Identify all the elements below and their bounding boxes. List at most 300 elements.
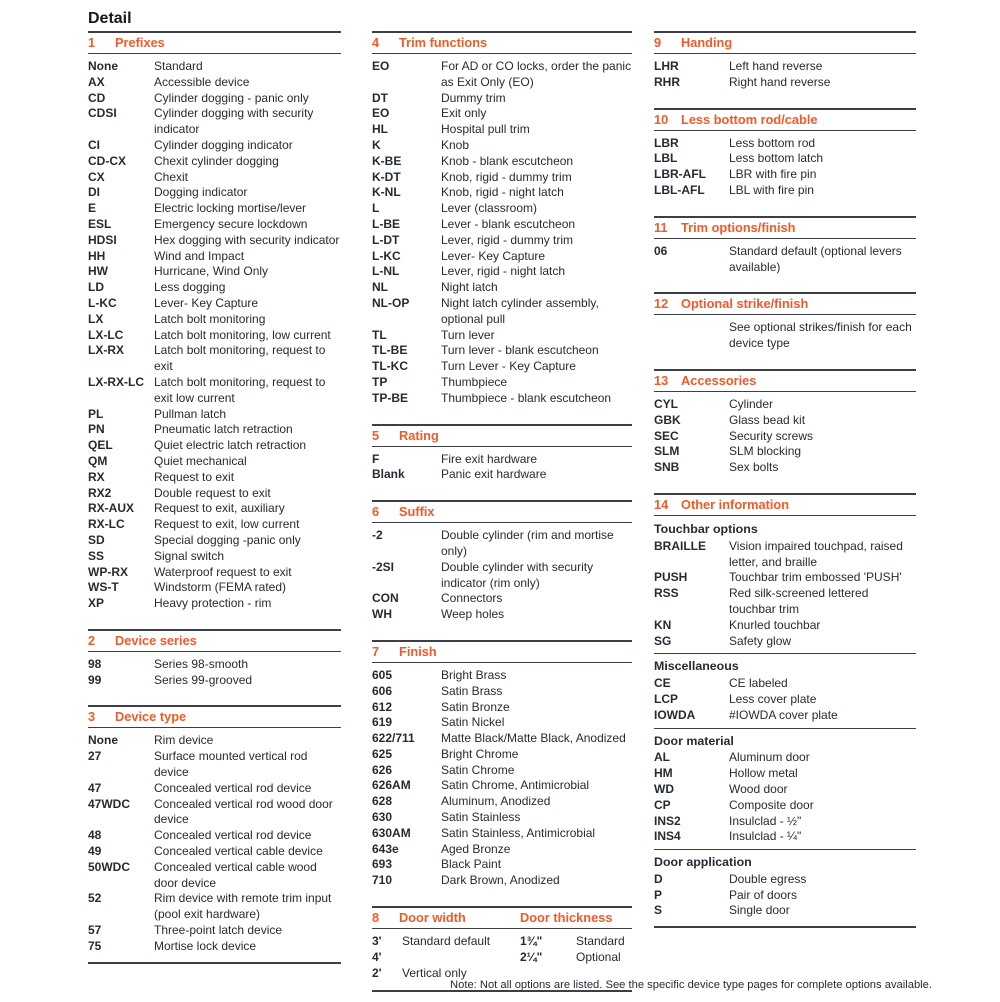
table-row [372, 328, 632, 344]
code-cell: LX-RX [88, 343, 124, 358]
section-header [88, 31, 341, 54]
table-row [654, 903, 916, 919]
code-cell: QM [88, 453, 108, 468]
description-cell: Turn Lever - Key Capture [441, 359, 576, 374]
table-row [372, 280, 632, 296]
code-cell: ESL [88, 216, 112, 231]
table-row [654, 766, 916, 782]
code-cell: 622/711 [372, 731, 415, 746]
description-cell: Latch bolt monitoring [154, 311, 266, 326]
code-cell: CD-CX [88, 153, 126, 168]
section-4 [372, 31, 632, 414]
description-cell: Bright Brass [441, 667, 507, 682]
section-rows [654, 239, 916, 283]
section-number: 4 [372, 35, 380, 50]
description-cell: Dogging indicator [154, 185, 248, 200]
description-cell: Less cover plate [729, 691, 817, 706]
table-row [88, 657, 341, 673]
table-row [88, 749, 341, 781]
table-row [88, 517, 341, 533]
table-row [654, 570, 916, 586]
table-row [654, 750, 916, 766]
table-row [88, 75, 341, 91]
code-cell: K [372, 137, 381, 152]
description-cell: Double cylinder with security indicator (rim only) [441, 559, 594, 590]
section-rows [88, 652, 341, 696]
section-rows [654, 392, 916, 483]
table-row [88, 596, 341, 612]
section-13 [654, 369, 916, 483]
code-cell: 693 [372, 857, 393, 872]
table-row [88, 828, 341, 844]
code-cell: 52 [88, 891, 102, 906]
code-cell: D [654, 871, 663, 886]
description-cell: LBR with fire pin [729, 167, 817, 182]
description-cell: Heavy protection - rim [154, 596, 272, 611]
code-cell: RX2 [88, 485, 112, 500]
section-rows [654, 516, 916, 928]
code-cell: 630AM [372, 825, 411, 840]
section-number: 12 [654, 296, 669, 312]
code-cell: LBL-AFL [654, 182, 705, 197]
section-title: Device series [115, 632, 197, 648]
code-cell: 626AM [372, 778, 411, 793]
code-cell: 57 [88, 923, 102, 938]
code-cell: SS [88, 548, 105, 563]
table-row [88, 264, 341, 280]
description-cell: For AD or CO locks, order the panic as Exit Only (EO) [441, 59, 632, 89]
code-cell: TL [372, 327, 387, 342]
table-row [372, 249, 632, 265]
table-row [654, 782, 916, 798]
description-cell: Aged Bronze [441, 841, 511, 856]
table-row [372, 296, 632, 328]
description-cell: Request to exit, auxiliary [154, 501, 285, 516]
table-row [372, 138, 632, 154]
section-rows [654, 131, 916, 206]
description-cell: Aluminum, Anodized [441, 794, 551, 809]
code-cell: 619 [372, 715, 393, 730]
description-cell: Touchbar trim embossed 'PUSH' [729, 570, 902, 585]
description-cell: Double request to exit [154, 485, 271, 500]
code-cell: LBR [654, 135, 679, 150]
table-row [372, 668, 632, 684]
code-cell: PL [88, 406, 104, 421]
description-cell: Night latch cylinder assembly, optional pull [441, 295, 599, 326]
table-row [88, 844, 341, 860]
code-cell: K-BE [372, 153, 402, 168]
section-header [654, 216, 916, 239]
description-cell: Satin Chrome, Antimicrobial [441, 778, 590, 793]
code-cell: WH [372, 607, 392, 622]
table-row [88, 201, 341, 217]
section-title: Device type [115, 709, 187, 725]
code-cell: LBL [654, 151, 678, 166]
table-row [88, 781, 341, 797]
section-rows [372, 663, 632, 896]
table-row [88, 407, 341, 423]
code-cell: CE [654, 676, 671, 691]
code-cell: 606 [372, 683, 393, 698]
group-touchbar-options [654, 522, 916, 649]
section-title: Rating [399, 427, 439, 443]
group-label: Miscellaneous [654, 659, 739, 674]
code-cell: CP [654, 797, 671, 812]
description-cell: Red silk-screened lettered touchbar trim [729, 586, 869, 616]
description-cell: Request to exit, low current [154, 517, 300, 532]
section-3 [88, 705, 341, 963]
section-number: 10 [654, 111, 669, 127]
description-cell: Black Paint [441, 857, 502, 872]
code-cell: LX-LC [88, 327, 124, 342]
table-row [654, 676, 916, 692]
code-cell: CYL [654, 396, 678, 411]
description-cell: Insulclad - ¼" [729, 829, 802, 844]
code-cell: HW [88, 264, 108, 279]
description-cell: Chexit [154, 169, 189, 184]
code-cell: 2' [372, 965, 382, 980]
table-row [654, 167, 916, 183]
description-cell: Windstorm (FEMA rated) [154, 580, 287, 595]
table-row [520, 950, 632, 966]
code-cell: HM [654, 766, 673, 781]
description-cell: Hollow metal [729, 766, 798, 781]
section-header [372, 31, 632, 54]
section-title: Accessories [681, 372, 757, 388]
code-cell: 612 [372, 699, 393, 714]
section-number: 9 [654, 35, 662, 50]
description-cell: Fire exit hardware [441, 451, 538, 466]
section-number: 6 [372, 504, 380, 520]
column-2 [372, 31, 632, 1002]
description-cell: Bright Chrome [441, 746, 519, 761]
table-row [372, 170, 632, 186]
description-cell: Safety glow [729, 633, 792, 648]
table-row [88, 923, 341, 939]
code-cell: DI [88, 185, 100, 200]
table-row [372, 715, 632, 731]
description-cell: Waterproof request to exit [154, 564, 292, 579]
description-cell: Thumbpiece - blank escutcheon [441, 390, 612, 405]
description-cell: Concealed vertical cable wood door device [154, 859, 317, 890]
code-cell: 48 [88, 828, 102, 843]
table-row [88, 580, 341, 596]
section-rows [88, 728, 341, 963]
section-header [372, 500, 632, 523]
table-row [88, 312, 341, 328]
section-title: Prefixes [115, 35, 165, 50]
code-cell: 1¾" [520, 934, 543, 949]
description-cell: Accessible device [154, 74, 250, 89]
code-cell: PUSH [654, 570, 688, 585]
description-cell: Thumbpiece [441, 374, 508, 389]
table-row [88, 91, 341, 107]
table-row [88, 422, 341, 438]
table-row [88, 549, 341, 565]
table-row [372, 810, 632, 826]
table-row [88, 470, 341, 486]
description-cell: Turn lever [441, 327, 495, 342]
section-title: Trim functions [399, 35, 488, 50]
description-cell: Satin Stainless, Antimicrobial [441, 825, 596, 840]
code-cell: 50WDC [88, 859, 131, 874]
code-cell: 06 [654, 243, 668, 258]
column-1 [88, 31, 341, 974]
table-row [372, 684, 632, 700]
description-cell: Less dogging [154, 280, 226, 295]
code-cell: HDSI [88, 232, 117, 247]
code-cell: SLM [654, 444, 680, 459]
description-cell: Rim device with remote trim input (pool exit hardware) [154, 891, 332, 922]
section-header [654, 369, 916, 392]
description-cell: Dummy trim [441, 90, 506, 105]
table-row [654, 397, 916, 413]
section-header [372, 640, 632, 663]
description-cell: Cylinder dogging - panic only [154, 90, 309, 105]
code-cell: AX [88, 74, 105, 89]
table-row [88, 233, 341, 249]
description-cell: Less bottom rod [729, 135, 816, 150]
description-cell: Standard default (optional levers available) [729, 243, 902, 274]
description-cell: Pneumatic latch retraction [154, 422, 293, 437]
door-width-table [372, 934, 520, 981]
code-cell: TP [372, 374, 388, 389]
table-row [372, 375, 632, 391]
code-cell: SG [654, 633, 672, 648]
section-title-secondary: Door thickness [520, 910, 613, 926]
description-cell: Lever (classroom) [441, 201, 538, 216]
description-cell: Exit only [441, 106, 487, 121]
table-row [88, 486, 341, 502]
table-row [372, 185, 632, 201]
table-row [654, 888, 916, 904]
code-cell: CDSI [88, 106, 117, 121]
description-cell: Double cylinder (rim and mortise only) [441, 528, 614, 558]
section-header-left [372, 910, 520, 925]
section-6 [372, 500, 632, 630]
description-cell: Concealed vertical cable device [154, 844, 323, 859]
description-cell: Knob [441, 137, 470, 152]
table-row [654, 829, 916, 845]
description-cell: Satin Brass [441, 683, 503, 698]
table-row [372, 91, 632, 107]
section-title: Less bottom rod/cable [681, 111, 818, 127]
table-row [88, 673, 341, 689]
table-row [372, 359, 632, 375]
table-row [372, 154, 632, 170]
description-cell: Mortise lock device [154, 938, 257, 953]
description-cell: Concealed vertical rod device [154, 780, 312, 795]
table-row [372, 122, 632, 138]
description-cell: Right hand reverse [729, 74, 831, 89]
description-cell: Knurled touchbar [729, 617, 821, 632]
code-cell: 47WDC [88, 796, 131, 811]
group-label: Door application [654, 855, 752, 870]
table-row [372, 467, 632, 483]
table-row [372, 264, 632, 280]
table-row [88, 501, 341, 517]
description-cell: Knob, rigid - dummy trim [441, 169, 572, 184]
description-cell: Knob, rigid - night latch [441, 185, 564, 200]
table-row [88, 249, 341, 265]
code-cell: LD [88, 280, 104, 295]
code-cell: EO [372, 106, 390, 121]
code-cell: L-KC [372, 248, 401, 263]
code-cell: Blank [372, 467, 405, 482]
table-row [372, 700, 632, 716]
description-cell: Optional [576, 949, 621, 964]
description-cell: Latch bolt monitoring, request to exit [154, 343, 326, 374]
code-cell: 630 [372, 810, 393, 825]
table-row [88, 860, 341, 892]
table-row [654, 692, 916, 708]
section-title: Handing [681, 35, 733, 50]
section-12 [654, 292, 916, 359]
code-cell: WP-RX [88, 564, 128, 579]
code-cell: 625 [372, 746, 393, 761]
description-cell: Emergency secure lockdown [154, 216, 308, 231]
code-cell: CD [88, 90, 106, 105]
section-number: 5 [372, 427, 380, 443]
description-cell: Lever- Key Capture [441, 248, 546, 263]
description-cell: Latch bolt monitoring, low current [154, 327, 331, 342]
description-cell: Night latch [441, 280, 498, 295]
section-title: Optional strike/finish [681, 296, 809, 312]
section-header [654, 493, 916, 516]
code-cell: SNB [654, 460, 680, 475]
code-cell: SEC [654, 428, 679, 443]
table-row [654, 244, 916, 276]
description-cell: Latch bolt monitoring, request to exit low current [154, 374, 326, 405]
description-cell: Cylinder dogging indicator [154, 137, 293, 152]
code-cell: F [372, 451, 380, 466]
code-cell: 27 [88, 749, 102, 764]
section-number: 13 [654, 372, 669, 388]
table-row [372, 591, 632, 607]
section-1 [88, 31, 341, 619]
code-cell: NL-OP [372, 295, 410, 310]
group-door-material [654, 728, 916, 846]
code-cell: LBR-AFL [654, 167, 706, 182]
table-row [372, 201, 632, 217]
description-cell: Pair of doors [729, 887, 798, 902]
description-cell: Rim device [154, 733, 214, 748]
code-cell: 98 [88, 656, 102, 671]
code-cell: 628 [372, 794, 393, 809]
table-row [654, 444, 916, 460]
description-cell: Insulclad - ½" [729, 813, 802, 828]
table-row [654, 59, 916, 75]
description-cell: Lever, rigid - night latch [441, 264, 566, 279]
description-cell: Hex dogging with security indicator [154, 232, 340, 247]
group-label: Touchbar options [654, 521, 758, 536]
code-cell: KN [654, 617, 672, 632]
table-row [372, 842, 632, 858]
code-cell: 49 [88, 844, 102, 859]
description-cell: Request to exit [154, 469, 235, 484]
section-header [372, 424, 632, 447]
door-thickness-table [520, 934, 632, 981]
description-cell: Security screws [729, 428, 814, 443]
table-row [372, 934, 520, 950]
section-header [372, 906, 632, 929]
section-number: 8 [372, 910, 380, 926]
table-row [88, 533, 341, 549]
table-row [654, 634, 916, 650]
table-row [372, 747, 632, 763]
code-cell: None [88, 733, 118, 748]
code-cell: RX [88, 469, 105, 484]
table-row [372, 343, 632, 359]
description-cell: Double egress [729, 871, 807, 886]
code-cell: LX [88, 311, 104, 326]
section-5 [372, 424, 632, 491]
code-cell: 605 [372, 667, 393, 682]
table-row [88, 217, 341, 233]
code-cell: LX-RX-LC [88, 374, 144, 389]
description-cell: Vision impaired touchpad, raised letter, and braille [729, 538, 903, 569]
code-cell: WD [654, 781, 674, 796]
description-cell: Less bottom latch [729, 151, 824, 166]
section-rows [372, 523, 632, 630]
section-title: Other information [681, 496, 790, 512]
table-row [520, 934, 632, 950]
code-cell: TL-KC [372, 359, 408, 374]
code-cell: TP-BE [372, 390, 408, 405]
code-cell: GBK [654, 412, 681, 427]
section-title: Suffix [399, 504, 435, 520]
code-cell: BRAILLE [654, 538, 706, 553]
code-cell: RSS [654, 586, 679, 601]
description-cell: Wood door [729, 781, 788, 796]
section-header [654, 31, 916, 54]
section-header [88, 629, 341, 652]
table-row [88, 797, 341, 829]
section-title: Trim options/finish [681, 219, 796, 235]
code-cell: LHR [654, 59, 679, 73]
code-cell: CX [88, 169, 105, 184]
table-row [372, 731, 632, 747]
table-row [654, 413, 916, 429]
description-cell: Connectors [441, 591, 503, 606]
table-row [654, 539, 916, 571]
description-cell: Quiet electric latch retraction [154, 438, 307, 453]
code-cell: S [654, 903, 663, 918]
description-cell: Wind and Impact [154, 248, 245, 263]
table-row [654, 151, 916, 167]
table-row [372, 950, 520, 966]
code-cell: XP [88, 596, 105, 611]
description-cell: Special dogging -panic only [154, 532, 301, 547]
description-cell: Hospital pull trim [441, 122, 530, 137]
section-rows [654, 54, 916, 98]
description-cell: Matte Black/Matte Black, Anodized [441, 731, 626, 746]
description-cell: Standard [576, 934, 625, 949]
description-cell: Satin Bronze [441, 699, 510, 714]
section-number: 3 [88, 709, 96, 725]
section-number: 1 [88, 35, 96, 50]
section-7 [372, 640, 632, 896]
code-cell: NL [372, 280, 388, 295]
code-cell: QEL [88, 438, 113, 453]
description-cell: Concealed vertical rod wood door device [154, 796, 333, 827]
code-cell: LCP [654, 691, 678, 706]
section-11 [654, 216, 916, 283]
description-cell: Satin Nickel [441, 715, 505, 730]
description-cell: Lever- Key Capture [154, 295, 259, 310]
table-row [654, 183, 916, 199]
table-row [654, 872, 916, 888]
